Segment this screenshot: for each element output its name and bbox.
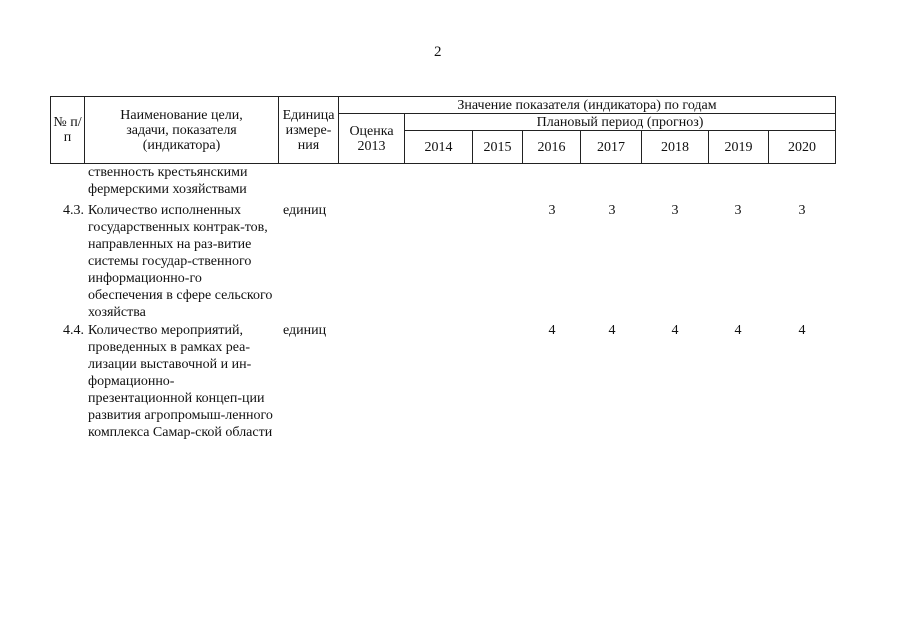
row-value: 3 xyxy=(734,203,742,218)
row-number: 4.3. xyxy=(63,203,84,218)
header-plan-group: Плановый период (прогноз) xyxy=(404,113,836,131)
header-num: № п/п xyxy=(50,96,85,164)
header-year: 2014 xyxy=(404,130,473,164)
row-value: 4 xyxy=(734,323,742,338)
header-year: 2018 xyxy=(641,130,709,164)
row-value: 4 xyxy=(671,323,679,338)
row-name: Количество мероприятий, проведенных в рамках реа-лизации выставочной и ин-формационно-презентационной концеп-ции развития агропромыш-ленного комплекса Самар-ской области xyxy=(88,323,273,440)
row-value: 3 xyxy=(798,203,806,218)
page-number: 2 xyxy=(434,44,442,60)
header-estimate: Оценка 2013 xyxy=(338,113,405,164)
row-name: Количество исполненных государственных контрак-тов, направленных на раз-витие системы государ-ственного информационно-го обеспечения в сфере сельского хозяйства xyxy=(88,203,273,320)
row-unit: единиц xyxy=(283,203,327,218)
header-year: 2019 xyxy=(708,130,769,164)
row-value: 4 xyxy=(608,323,616,338)
header-name: Наименование цели, задачи, показателя (индикатора) xyxy=(84,96,279,164)
header-year: 2017 xyxy=(580,130,642,164)
row-value: 3 xyxy=(671,203,679,218)
row-number: 4.4. xyxy=(63,323,84,338)
row-unit: единиц xyxy=(283,323,327,338)
header-year: 2015 xyxy=(472,130,523,164)
header-year: 2020 xyxy=(768,130,836,164)
row-value: 3 xyxy=(548,203,556,218)
row-value: 3 xyxy=(608,203,616,218)
row-value: 4 xyxy=(548,323,556,338)
row-value: 4 xyxy=(798,323,806,338)
header-unit: Единица измере-ния xyxy=(278,96,339,164)
header-values-group: Значение показателя (индикатора) по годам xyxy=(338,96,836,114)
continuation-text: ственность крестьянскими фермерскими хозяйствами xyxy=(88,165,248,197)
table-header xyxy=(50,96,836,164)
header-year: 2016 xyxy=(522,130,581,164)
